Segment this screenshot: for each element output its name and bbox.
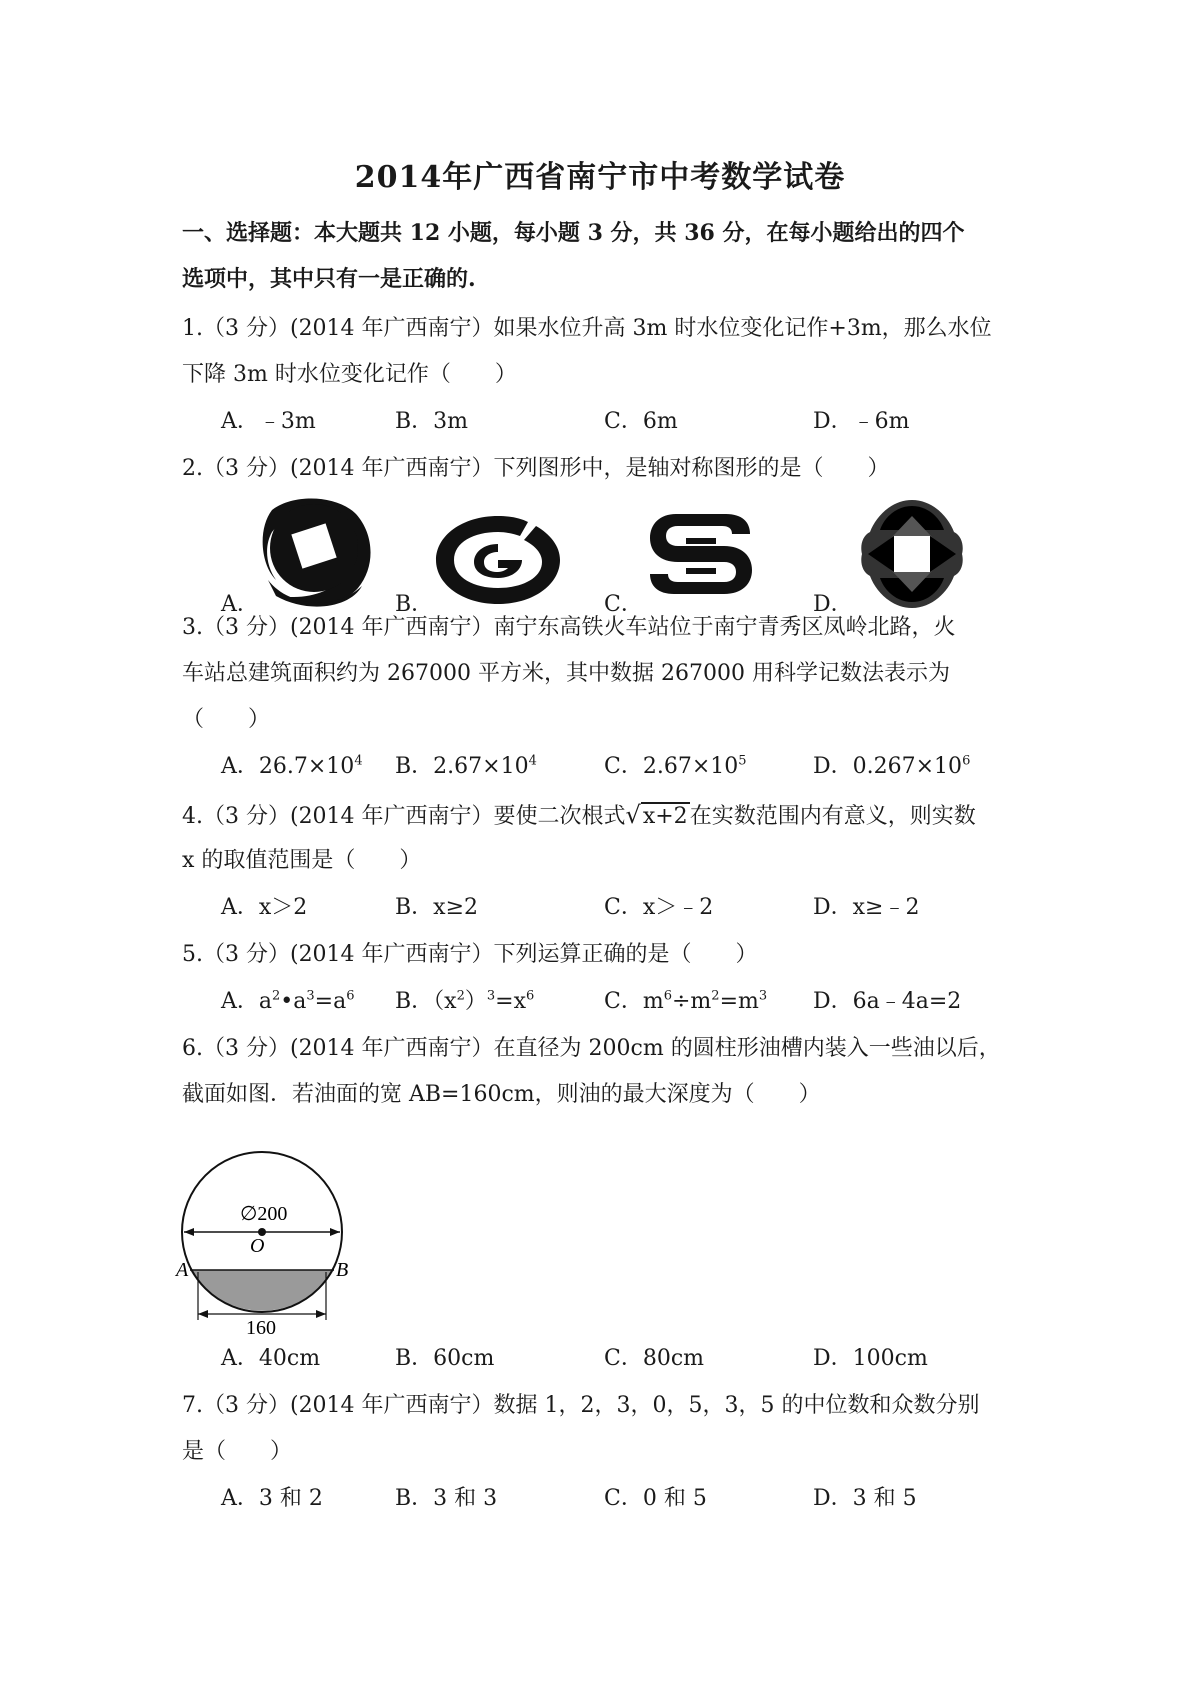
q6-text-line2: 截面如图．若油面的宽 AB=160cm，则油的最大深度为（ ） bbox=[182, 1082, 821, 1107]
q3-option-d: D．$0.267\times 10^6$ bbox=[813, 753, 971, 779]
exam-title: 2014年广西省南宁市中考数学试卷 bbox=[354, 160, 846, 195]
q3-text-line3: （ ） bbox=[182, 707, 271, 732]
q2-figure-b-logo bbox=[432, 512, 564, 608]
q3-option-b: B．$2.67\times 10^4$ bbox=[395, 753, 537, 779]
q2-figure-c-logo bbox=[646, 508, 756, 608]
q2-figure-d-logo bbox=[858, 496, 966, 612]
q5-text-line1: 5.（3 分）(2014 年广西南宁）下列运算正确的是（ ） bbox=[182, 942, 758, 967]
oil-region bbox=[190, 1270, 334, 1311]
q1-text-line1: 1.（3 分）(2014 年广西南宁）如果水位升高 3m 时水位变化记作+3m，那么水位 bbox=[182, 316, 992, 341]
q2-label-a: A． bbox=[221, 592, 259, 617]
sqrt-expression: √x+2 bbox=[625, 801, 688, 829]
q4-text-line2: x 的取值范围是（ ） bbox=[182, 848, 422, 873]
q4-text-line1: 4.（3 分）(2014 年广西南宁）要使二次根式√x+2在实数范围内有意义，则实数 bbox=[182, 800, 1062, 832]
q7-option-c: C．0 和 5 bbox=[604, 1486, 707, 1511]
q1-text-line2: 下降 3m 时水位变化记作（ ） bbox=[182, 362, 517, 387]
q3-text-line1: 3.（3 分）(2014 年广西南宁）南宁东高铁火车站位于南宁青秀区凤岭北路，火 bbox=[182, 615, 956, 640]
q7-text-line2: 是（ ） bbox=[182, 1439, 293, 1464]
point-a-label: A bbox=[176, 1259, 189, 1281]
q5-option-c: C．$m^6\div m^2=m^3$ bbox=[604, 988, 768, 1014]
point-b-label: B bbox=[336, 1259, 349, 1281]
q7-option-a: A．3 和 2 bbox=[221, 1486, 323, 1511]
q6-option-d: D．100cm bbox=[813, 1346, 928, 1371]
chord-length-label: 160 bbox=[246, 1317, 276, 1339]
q2-label-c: C． bbox=[604, 592, 643, 617]
q2-label-b: B． bbox=[395, 592, 434, 617]
section-heading-line1: 一、选择题：本大题共 12 小题，每小题 3 分，共 36 分，在每小题给出的四个 bbox=[182, 220, 965, 246]
diameter-label: ∅200 bbox=[240, 1203, 288, 1225]
q4-option-b: B．x≥2 bbox=[395, 895, 479, 920]
q1-option-b: B．3m bbox=[395, 409, 469, 434]
q2-text-line1: 2.（3 分）(2014 年广西南宁）下列图形中，是轴对称图形的是（ ） bbox=[182, 456, 890, 481]
q3-text-line2: 车站总建筑面积约为 267000 平方米，其中数据 267000 用科学记数法表示为 bbox=[182, 661, 950, 686]
q4-option-d: D．x≥﹣2 bbox=[813, 895, 920, 920]
section-heading-line2: 选项中，其中只有一是正确的. bbox=[182, 266, 476, 292]
q6-option-a: A．40cm bbox=[221, 1346, 321, 1371]
center-label: O bbox=[250, 1235, 265, 1257]
q6-text-line1: 6.（3 分）(2014 年广西南宁）在直径为 200cm 的圆柱形油槽内装入一些油以后， bbox=[182, 1036, 1001, 1061]
q6-option-c: C．80cm bbox=[604, 1346, 705, 1371]
q7-option-b: B．3 和 3 bbox=[395, 1486, 498, 1511]
q6-circle-figure bbox=[176, 1148, 353, 1339]
q6-option-b: B．60cm bbox=[395, 1346, 495, 1371]
q1-option-d: D．﹣6m bbox=[813, 409, 910, 434]
q2-label-d: D． bbox=[813, 592, 853, 617]
q3-option-c: C．$2.67\times 10^5$ bbox=[604, 753, 747, 779]
q4-option-a: A．x＞2 bbox=[221, 895, 308, 920]
q1-option-a: A．﹣3m bbox=[221, 409, 316, 434]
q5-option-d: D．6a﹣4a=2 bbox=[813, 989, 962, 1014]
q7-text-line1: 7.（3 分）(2014 年广西南宁）数据 1，2，3，0，5，3，5 的中位数和众数分别 bbox=[182, 1393, 980, 1418]
q1-option-c: C．6m bbox=[604, 409, 678, 434]
q4-option-c: C．x＞﹣2 bbox=[604, 895, 714, 920]
q7-option-d: D．3 和 5 bbox=[813, 1486, 917, 1511]
q2-figure-a-logo bbox=[258, 496, 380, 610]
q5-option-a: A．$a^2•a^3=a^6$ bbox=[221, 988, 355, 1014]
q3-option-a: A．$26.7\times 10^4$ bbox=[221, 753, 363, 779]
q5-option-b: B．$(x^2)^3=x^6$ bbox=[395, 988, 535, 1014]
